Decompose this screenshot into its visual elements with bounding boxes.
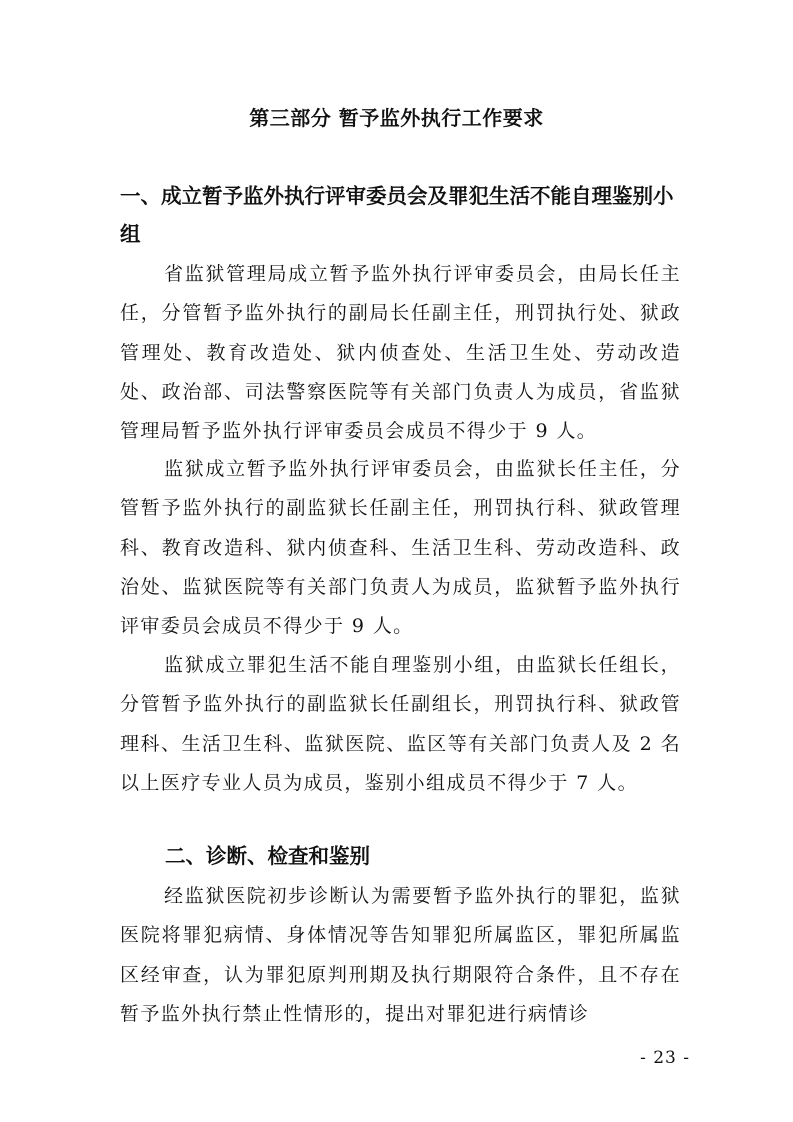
paragraph-1: 省监狱管理局成立暂予监外执行评审委员会，由局长任主任，分管暂予监外执行的副局长任副主任，刑罚执行处、狱政管理处、教育改造处、狱内侦查处、生活卫生处、劳动改造处、政治部、司法警察医院等有关部门负责人为成员，省监狱管理局暂予监外执行评审委员会成员不得少于 9 人。 [120,263,681,443]
paragraph-3: 监狱成立罪犯生活不能自理鉴别小组，由监狱长任组长，分管暂予监外执行的副监狱长任副组长，刑罚执行科、狱政管理科、生活卫生科、监狱医院、监区等有关部门负责人及 2 名以上医疗专业人员为成员，鉴别小组成员不得少于 7 人。 [120,654,681,794]
page-title: 第三部分 暂予监外执行工作要求 [249,106,544,130]
section-heading-1: 一、成立暂予监外执行评审委员会及罪犯生活不能自理鉴别小组 [120,184,674,246]
paragraph-2: 监狱成立暂予监外执行评审委员会，由监狱长任主任，分管暂予监外执行的副监狱长任副主任，刑罚执行科、狱政管理科、教育改造科、狱内侦查科、生活卫生科、劳动改造科、政治处、监狱医院等有关部门负责人为成员，监狱暂予监外执行评审委员会成员不得少于 9 人。 [120,458,681,638]
paragraph-4: 经监狱医院初步诊断认为需要暂予监外执行的罪犯，监狱医院将罪犯病情、身体情况等告知罪犯所属监区，罪犯所属监区经审查，认为罪犯原判刑期及执行期限符合条件，且不存在暂予监外执行禁止性情形的，提出对罪犯进行病情诊 [120,885,681,1025]
page-number: - 23 - [640,1048,690,1068]
section-heading-2: 二、诊断、检查和鉴别 [165,844,370,868]
